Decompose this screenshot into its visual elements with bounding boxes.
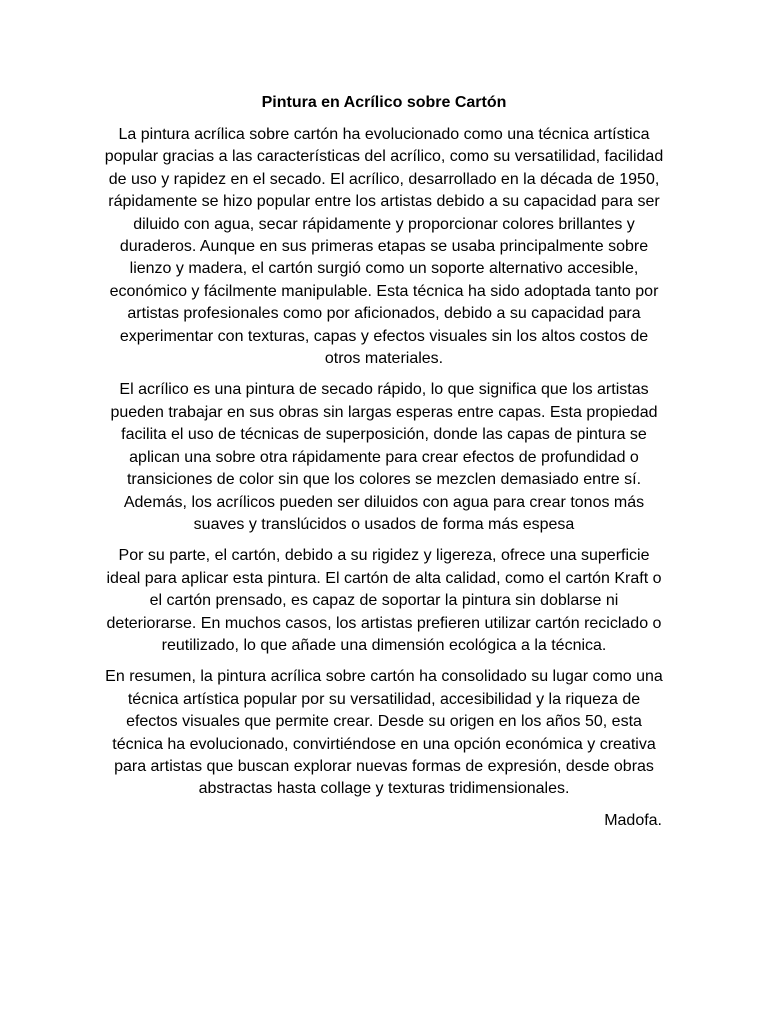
document-title: Pintura en Acrílico sobre Cartón [261,94,507,111]
paragraph-summary: En resumen, la pintura acrílica sobre cartón ha consolidado su lugar como una técnica artística popular por su versatilidad, accesibilidad y la riqueza de efectos visuales que permite crear. Desde su origen en los años 50, esta técnica ha evolucionado, convirtiéndose en una opción económica y creativa para artistas que buscan explorar nuevas formas de expresión, desde obras abstractas hasta collage y texturas tridimensionales. [105,668,663,798]
paragraph-cardboard: Por su parte, el cartón, debido a su rigidez y ligereza, ofrece una superficie ideal para aplicar esta pintura. El cartón de alta calidad, como el cartón Kraft o el cartón prensado, es capaz de soportar la pintura sin doblarse ni deteriorarse. En muchos casos, los artistas prefieren utilizar cartón reciclado o reutilizado, lo que añade una dimensión ecológica a la técnica. [106,547,662,654]
paragraph-intro: La pintura acrílica sobre cartón ha evolucionado como una técnica artística popular gracias a las características del acrílico, como su versatilidad, facilidad de uso y rapidez en el secado. El acrílico, desarrollado en la década de 1950, rápidamente se hizo popular entre los artistas debido a su capacidad para ser diluido con agua, secar rápidamente y proporcionar colores brillantes y duraderos. Aunque en sus primeras etapas se usaba principalmente sobre lienzo y madera, el cartón surgió como un soporte alternativo accesible, económico y fácilmente manipulable. Esta técnica ha sido adoptada tanto por artistas profesionales como por aficionados, debido a su capacidad para experimentar con texturas, capas y efectos visuales sin los altos costos de otros materiales. [104,126,664,368]
document-body [104,92,664,832]
author-signature: Madofa. [604,811,662,829]
paragraph-drying: El acrílico es una pintura de secado rápido, lo que significa que los artistas pueden trabajar en sus obras sin largas esperas entre capas. Esta propiedad facilita el uso de técnicas de superposición, donde las capas de pintura se aplican una sobre otra rápidamente para crear efectos de profundidad o transiciones de color sin que los colores se mezclen demasiado entre sí. Además, los acrílicos pueden ser diluidos con agua para crear tonos más suaves y translúcidos o usados de forma más espesa [110,381,658,533]
